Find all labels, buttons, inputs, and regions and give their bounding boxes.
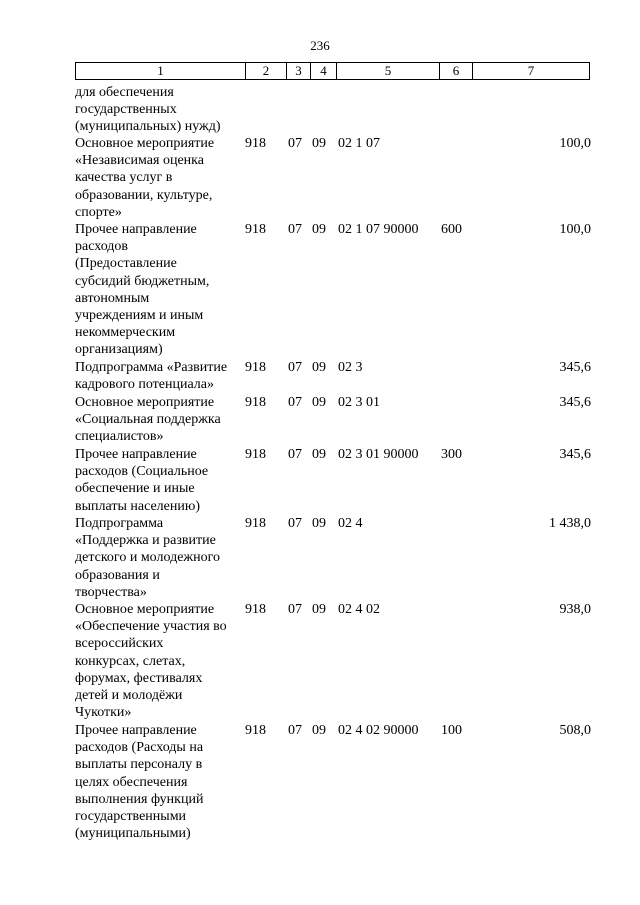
row-section: 07 [288,136,302,151]
row-subsection: 09 [312,723,326,738]
row-target-article: 02 4 [338,516,363,531]
row-expense-type: 300 [441,447,462,462]
header-col-3: 3 [287,63,311,79]
row-amount: 508,0 [559,723,591,738]
header-col-7: 7 [527,63,535,78]
row-subsection: 09 [312,395,326,410]
row-name: Прочее направление расходов (Предоставление субсидий бюджетным, автономным учреждениям и иным некоммерческим организациям) [75,222,210,358]
row-subsection: 09 [312,360,326,375]
row-section: 07 [288,723,302,738]
row-expense-type: 100 [441,723,462,738]
row-target-article: 02 4 02 [338,602,380,617]
header-col-5: 5 [337,63,440,79]
row-name: для обеспечения государственных (муниципальных) нужд) [75,85,221,135]
row-amount: 345,6 [559,395,591,410]
header-col-1: 1 [76,63,246,79]
row-amount: 1 438,0 [549,516,591,531]
row-amount: 938,0 [559,602,591,617]
row-amount: 345,6 [559,360,591,375]
row-subsection: 09 [312,447,326,462]
row-grbs: 918 [245,516,266,531]
row-subsection: 09 [312,516,326,531]
row-subsection: 09 [312,602,326,617]
row-subsection: 09 [312,222,326,237]
row-grbs: 918 [245,602,266,617]
row-section: 07 [288,395,302,410]
row-section: 07 [288,447,302,462]
row-name: Прочее направление расходов (Расходы на выплаты персоналу в целях обеспечения выполнения функций государственными (муниципальными) [75,723,204,842]
row-section: 07 [288,516,302,531]
row-section: 07 [288,222,302,237]
row-name: Основное мероприятие «Социальная поддержка специалистов» [75,395,221,445]
row-grbs: 918 [245,723,266,738]
header-col-4: 4 [311,63,337,79]
row-target-article: 02 3 [338,360,363,375]
row-target-article: 02 4 02 90000 [338,723,419,738]
row-name: Основное мероприятие «Независимая оценка качества услуг в образовании, культуре, спорте» [75,136,215,220]
row-grbs: 918 [245,222,266,237]
table-header [75,62,590,80]
row-section: 07 [288,602,302,617]
row-section: 07 [288,360,302,375]
row-target-article: 02 3 01 90000 [338,447,419,462]
row-name: Прочее направление расходов (Социальное обеспечение и иные выплаты населению) [75,447,209,514]
row-expense-type: 600 [441,222,462,237]
header-col-2: 2 [246,63,287,79]
row-target-article: 02 3 01 [338,395,380,410]
row-amount: 100,0 [559,136,591,151]
row-grbs: 918 [245,447,266,462]
header-col-6: 6 [440,63,473,79]
row-subsection: 09 [312,136,326,151]
row-name: Основное мероприятие «Обеспечение участия во всероссийских конкурсах, слетах, форумах, фестивалях детей и молодёжи Чукотки» [75,602,227,721]
row-amount: 100,0 [559,222,591,237]
row-target-article: 02 1 07 [338,136,380,151]
row-grbs: 918 [245,136,266,151]
row-name: Подпрограмма «Развитие кадрового потенциала» [75,360,228,393]
row-name: Подпрограмма «Поддержка и развитие детского и молодежного образования и творчества» [75,516,220,600]
row-grbs: 918 [245,395,266,410]
row-target-article: 02 1 07 90000 [338,222,419,237]
page-number: 236 [310,38,330,53]
row-amount: 345,6 [559,447,591,462]
row-grbs: 918 [245,360,266,375]
